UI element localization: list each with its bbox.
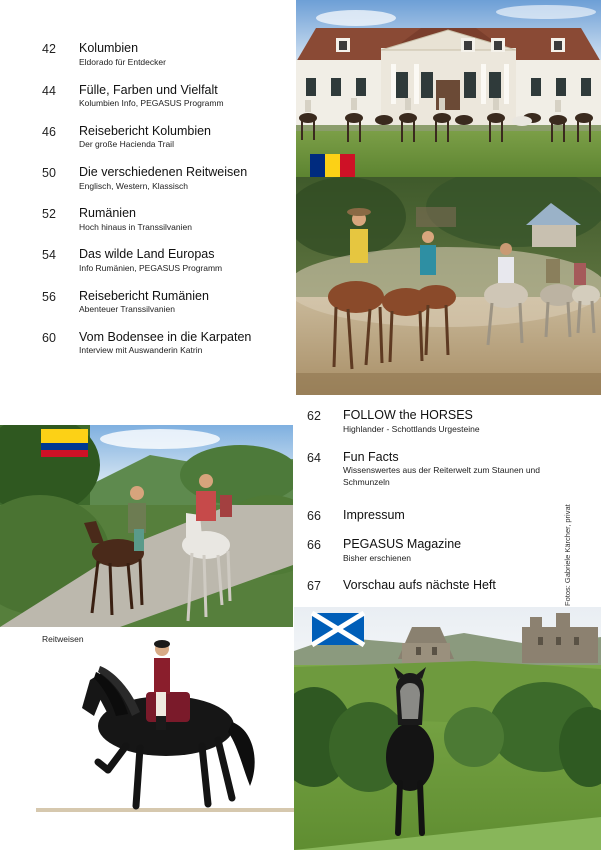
toc-title: Fülle, Farben und Vielfalt	[79, 83, 218, 97]
toc-page-number: 64	[307, 451, 321, 465]
toc-title: Reisebericht Kolumbien	[79, 124, 212, 138]
toc-page-number: 46	[42, 125, 56, 139]
toc-subtitle: Highlander - Schottlands Urgesteine	[343, 424, 480, 434]
toc-subtitle: Wissenswertes aus der Reiterwelt zum Staunen und	[343, 465, 541, 475]
toc-title: Fun Facts	[343, 450, 399, 464]
photo-colombia-riders	[0, 425, 293, 627]
romania-flag	[310, 154, 355, 177]
toc-title: Das wilde Land Europas	[79, 247, 215, 261]
toc-page-number: 52	[42, 207, 56, 221]
toc-page-number: 62	[307, 409, 321, 423]
toc-page-number: 44	[42, 84, 56, 98]
toc-title: Rumänien	[79, 206, 136, 220]
photo-dressage-horse	[36, 636, 294, 814]
toc-title: FOLLOW the HORSES	[343, 408, 473, 422]
toc-subtitle: Kolumbien Info, PEGASUS Programm	[79, 98, 224, 108]
photo-credit: Fotos: Gabriele Kärcher, privat	[563, 504, 572, 606]
toc-subtitle: Der große Hacienda Trail	[79, 139, 174, 149]
toc-subtitle: Englisch, Western, Klassisch	[79, 181, 188, 191]
photo-romania-riders	[296, 177, 601, 395]
toc-subtitle: Bisher erschienen	[343, 553, 412, 563]
toc-title: Kolumbien	[79, 41, 139, 55]
toc-page-number: 54	[42, 248, 56, 262]
toc-title: Reisebericht Rumänien	[79, 289, 209, 303]
toc-subtitle: Abenteuer Transsilvanien	[79, 304, 175, 314]
photo-scotland-highlander	[294, 607, 601, 850]
toc-page-number: 42	[42, 42, 56, 56]
toc-page-number: 60	[42, 331, 56, 345]
colombia-flag	[41, 429, 88, 457]
toc-page-number: 67	[307, 579, 321, 593]
toc-title: PEGASUS Magazine	[343, 537, 462, 551]
toc-subtitle: Info Rumänien, PEGASUS Programm	[79, 263, 223, 273]
toc-title: Impressum	[343, 508, 405, 522]
caption-reitweisen: Reitweisen	[42, 634, 84, 644]
toc-title: Vom Bodensee in die Karpaten	[79, 330, 252, 344]
toc-title: Vorschau aufs nächste Heft	[343, 578, 496, 592]
scotland-flag	[312, 613, 364, 645]
photo-hacienda	[296, 0, 601, 177]
toc-subtitle: Eldorado für Entdecker	[79, 57, 166, 67]
toc-page-number: 50	[42, 166, 56, 180]
toc-subtitle: Interview mit Auswanderin Katrin	[79, 345, 203, 355]
toc-page-number: 66	[307, 538, 321, 552]
toc-subtitle-line2: Schmunzeln	[343, 477, 390, 487]
toc-page-number: 56	[42, 290, 56, 304]
toc-subtitle: Hoch hinaus in Transsilvanien	[79, 222, 192, 232]
toc-title: Die verschiedenen Reitweisen	[79, 165, 248, 179]
toc-page-number: 66	[307, 509, 321, 523]
